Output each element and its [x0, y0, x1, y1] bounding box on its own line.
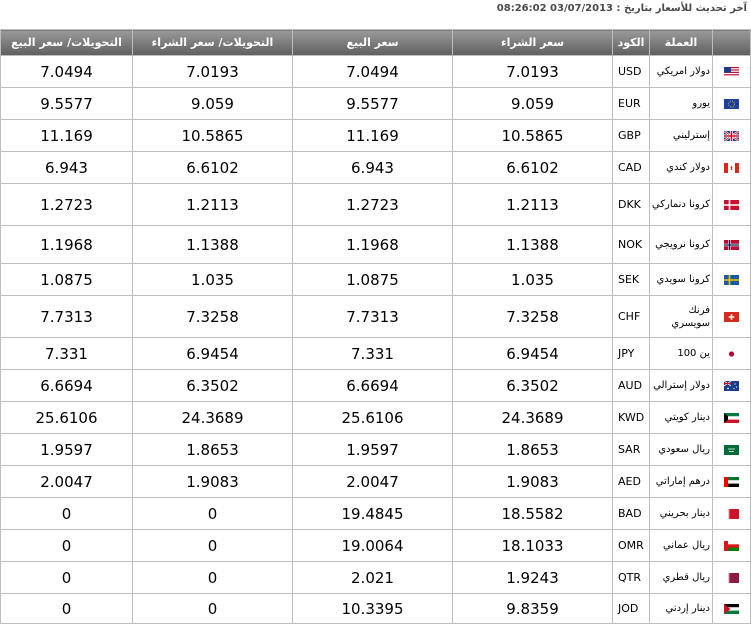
- currency-name: ريال قطري: [650, 562, 713, 594]
- buy-rate: 24.3689: [453, 402, 613, 434]
- sell-rate: 6.6694: [293, 370, 453, 402]
- currency-name: ين 100: [650, 338, 713, 370]
- oman-flag-icon: [724, 537, 739, 555]
- transfer-sell-rate: 7.331: [1, 338, 133, 370]
- currency-name: كرونا دنماركي: [650, 184, 713, 226]
- currency-code: OMR: [613, 530, 650, 562]
- table-row: [1, 370, 751, 402]
- sweden-flag-icon: [724, 271, 739, 289]
- flag-cell: [713, 466, 751, 498]
- eu-flag-icon: [724, 95, 739, 113]
- buy-rate: 6.3502: [453, 370, 613, 402]
- buy-rate: 1.9083: [453, 466, 613, 498]
- transfer-sell-rate: 6.943: [1, 152, 133, 184]
- exchange-rates-table: [0, 29, 751, 624]
- currency-name: ريال سعودي: [650, 434, 713, 466]
- sell-rate: 7.7313: [293, 296, 453, 338]
- buy-rate: 1.2113: [453, 184, 613, 226]
- transfer-buy-rate: 7.0193: [133, 56, 293, 88]
- sell-rate: 1.2723: [293, 184, 453, 226]
- transfer-sell-rate: 0: [1, 562, 133, 594]
- sell-rate: 10.3395: [293, 594, 453, 624]
- flag-cell: [713, 338, 751, 370]
- currency-code: GBP: [613, 120, 650, 152]
- currency-name: دولار امريكي: [650, 56, 713, 88]
- sell-rate: 7.0494: [293, 56, 453, 88]
- sell-rate: 11.169: [293, 120, 453, 152]
- buy-rate: 1.9243: [453, 562, 613, 594]
- sell-rate: 1.1968: [293, 226, 453, 264]
- sell-rate: 1.0875: [293, 264, 453, 296]
- table-row: [1, 88, 751, 120]
- sell-rate: 2.0047: [293, 466, 453, 498]
- buy-rate: 9.8359: [453, 594, 613, 624]
- currency-code: CAD: [613, 152, 650, 184]
- transfer-buy-rate: 6.3502: [133, 370, 293, 402]
- transfer-buy-rate: 0: [133, 530, 293, 562]
- transfer-sell-rate: 1.9597: [1, 434, 133, 466]
- table-row: [1, 152, 751, 184]
- table-row: [1, 338, 751, 370]
- table-row: [1, 56, 751, 88]
- currency-name: يورو: [650, 88, 713, 120]
- table-row: [1, 498, 751, 530]
- flag-cell: [713, 88, 751, 120]
- sell-rate: 2.021: [293, 562, 453, 594]
- table-row: [1, 466, 751, 498]
- flag-cell: [713, 402, 751, 434]
- table-row: [1, 402, 751, 434]
- transfer-sell-header: التحويلات/ سعر البيع: [1, 30, 133, 56]
- currency-name: درهم إماراتي: [650, 466, 713, 498]
- transfer-sell-rate: 7.7313: [1, 296, 133, 338]
- buy-rate: 18.5582: [453, 498, 613, 530]
- transfer-buy-rate: 7.3258: [133, 296, 293, 338]
- transfer-buy-rate: 0: [133, 498, 293, 530]
- australia-flag-icon: [724, 377, 739, 395]
- currency-code: CHF: [613, 296, 650, 338]
- currency-name: دولار كندي: [650, 152, 713, 184]
- sell-rate: 19.0064: [293, 530, 453, 562]
- table-header-row: [1, 30, 751, 56]
- buy-rate: 6.6102: [453, 152, 613, 184]
- flag-cell: [713, 56, 751, 88]
- currency-code: DKK: [613, 184, 650, 226]
- uk-flag-icon: [724, 127, 739, 145]
- transfer-sell-rate: 6.6694: [1, 370, 133, 402]
- currency-code: JOD: [613, 594, 650, 624]
- sell-rate: 9.5577: [293, 88, 453, 120]
- table-row: [1, 264, 751, 296]
- table-row: [1, 226, 751, 264]
- buy-rate: 9.059: [453, 88, 613, 120]
- transfer-sell-rate: 0: [1, 530, 133, 562]
- currency-code: BAD: [613, 498, 650, 530]
- currency-name: ريال عماني: [650, 530, 713, 562]
- transfer-buy-rate: 10.5865: [133, 120, 293, 152]
- buy-rate: 10.5865: [453, 120, 613, 152]
- table-row: [1, 594, 751, 624]
- transfer-sell-rate: 2.0047: [1, 466, 133, 498]
- transfer-buy-rate: 0: [133, 594, 293, 624]
- transfer-sell-rate: 1.1968: [1, 226, 133, 264]
- flag-cell: [713, 498, 751, 530]
- currency-code: SEK: [613, 264, 650, 296]
- currency-name: كرونا سويدي: [650, 264, 713, 296]
- last-update-text: آخر تحديث للأسعار بتاريخ : 03/07/2013 08:26:02: [496, 3, 747, 14]
- table-row: [1, 184, 751, 226]
- switzerland-flag-icon: [724, 308, 739, 326]
- sell-rate: 1.9597: [293, 434, 453, 466]
- flag-cell: [713, 152, 751, 184]
- transfer-buy-rate: 1.2113: [133, 184, 293, 226]
- currency-code: AUD: [613, 370, 650, 402]
- flag-cell: [713, 120, 751, 152]
- transfer-buy-rate: 1.035: [133, 264, 293, 296]
- transfer-sell-rate: 11.169: [1, 120, 133, 152]
- table-row: [1, 296, 751, 338]
- buy-rate: 18.1033: [453, 530, 613, 562]
- flag-cell: [713, 530, 751, 562]
- buy-header: سعر الشراء: [453, 30, 613, 56]
- currency-name: دينار بحريني: [650, 498, 713, 530]
- transfer-sell-rate: 7.0494: [1, 56, 133, 88]
- transfer-sell-rate: 0: [1, 594, 133, 624]
- flag-cell: [713, 184, 751, 226]
- transfer-buy-rate: 9.059: [133, 88, 293, 120]
- currency-header: العملة: [650, 30, 713, 56]
- us-flag-icon: [724, 63, 739, 81]
- currency-code: JPY: [613, 338, 650, 370]
- transfer-sell-rate: 1.0875: [1, 264, 133, 296]
- table-row: [1, 434, 751, 466]
- transfer-sell-rate: 9.5577: [1, 88, 133, 120]
- currency-code: QTR: [613, 562, 650, 594]
- table-row: [1, 562, 751, 594]
- sell-header: سعر البيع: [293, 30, 453, 56]
- currency-name: دولار إسترالي: [650, 370, 713, 402]
- japan-flag-icon: [724, 345, 739, 363]
- transfer-buy-rate: 1.8653: [133, 434, 293, 466]
- flag-cell: [713, 264, 751, 296]
- buy-rate: 1.035: [453, 264, 613, 296]
- transfer-buy-rate: 24.3689: [133, 402, 293, 434]
- transfer-buy-rate: 6.9454: [133, 338, 293, 370]
- norway-flag-icon: [724, 236, 739, 254]
- transfer-buy-rate: 0: [133, 562, 293, 594]
- currency-code: NOK: [613, 226, 650, 264]
- currency-code: EUR: [613, 88, 650, 120]
- currency-code: KWD: [613, 402, 650, 434]
- uae-flag-icon: [724, 473, 739, 491]
- table-row: [1, 530, 751, 562]
- transfer-sell-rate: 0: [1, 498, 133, 530]
- flag-cell: [713, 226, 751, 264]
- kuwait-flag-icon: [724, 409, 739, 427]
- flag-cell: [713, 562, 751, 594]
- sell-rate: 7.331: [293, 338, 453, 370]
- canada-flag-icon: [724, 159, 739, 177]
- qatar-flag-icon: [724, 569, 739, 587]
- transfer-buy-rate: 6.6102: [133, 152, 293, 184]
- buy-rate: 7.3258: [453, 296, 613, 338]
- currency-name: كرونا نرويجي: [650, 226, 713, 264]
- flag-header: [713, 30, 751, 56]
- currency-code: AED: [613, 466, 650, 498]
- saudi-flag-icon: [724, 441, 739, 459]
- currency-name: دينار إردني: [650, 594, 713, 624]
- transfer-buy-header: التحويلات/ سعر الشراء: [133, 30, 293, 56]
- table-row: [1, 120, 751, 152]
- buy-rate: 1.8653: [453, 434, 613, 466]
- buy-rate: 6.9454: [453, 338, 613, 370]
- currency-name: دينار كويتي: [650, 402, 713, 434]
- denmark-flag-icon: [724, 196, 739, 214]
- transfer-buy-rate: 1.9083: [133, 466, 293, 498]
- flag-cell: [713, 434, 751, 466]
- jordan-flag-icon: [724, 600, 739, 618]
- sell-rate: 6.943: [293, 152, 453, 184]
- currency-name: إسترليني: [650, 120, 713, 152]
- flag-cell: [713, 296, 751, 338]
- currency-name: فرنك سويسري: [650, 296, 713, 338]
- currency-code: SAR: [613, 434, 650, 466]
- sell-rate: 25.6106: [293, 402, 453, 434]
- transfer-buy-rate: 1.1388: [133, 226, 293, 264]
- code-header: الكود: [613, 30, 650, 56]
- transfer-sell-rate: 1.2723: [1, 184, 133, 226]
- buy-rate: 7.0193: [453, 56, 613, 88]
- sell-rate: 19.4845: [293, 498, 453, 530]
- flag-cell: [713, 594, 751, 624]
- currency-code: USD: [613, 56, 650, 88]
- buy-rate: 1.1388: [453, 226, 613, 264]
- flag-cell: [713, 370, 751, 402]
- transfer-sell-rate: 25.6106: [1, 402, 133, 434]
- bahrain-flag-icon: [724, 505, 739, 523]
